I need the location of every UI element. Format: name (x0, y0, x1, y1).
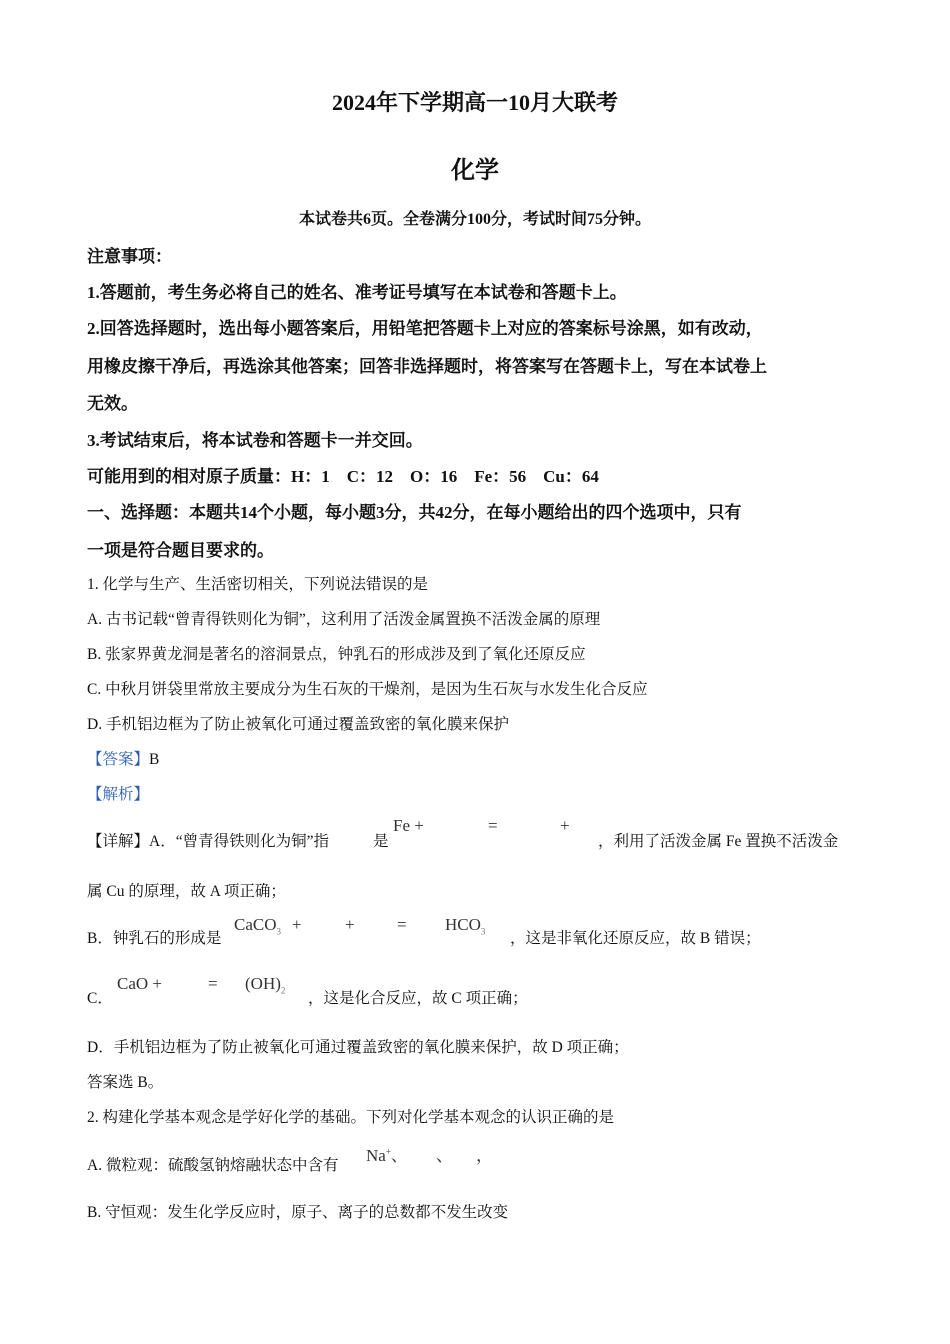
analysis-tag: 【解析】 (87, 786, 150, 803)
question-1-option-a: A. 古书记载“曾青得铁则化为铜”，这利用了活泼金属置换不活泼金属的原理 (87, 611, 601, 628)
formula-c-equals: = (208, 974, 218, 993)
formula-b-plus-1: + (292, 915, 302, 934)
formula-q2-sep: 、 (436, 1146, 453, 1165)
notes-item-2-line-1: 2.回答选择题时，选出每小题答案后，用铅笔把答题卡上对应的答案标号涂黑，如有改动， (87, 319, 763, 338)
formula-b-plus-2: + (345, 915, 355, 934)
page-title: 2024年下学期高一10月大联考 (331, 90, 618, 115)
notes-item-3: 3.考试结束后，将本试卷和答题卡一并交回。 (87, 431, 423, 450)
detail-a-prefix: 【详解】A．“曾青得铁则化为铜”指 (87, 833, 329, 850)
detail-b-prefix: B．钟乳石的形成是 (87, 930, 222, 947)
question-1-option-d: D. 手机铝边框为了防止被氧化可通过覆盖致密的氧化膜来保护 (87, 716, 509, 733)
question-2-option-b: B. 守恒观：发生化学反应时，原子、离子的总数都不发生改变 (87, 1204, 509, 1221)
formula-c-oh: $(OH)_2$ (245, 974, 286, 996)
detail-a-shi: 是 (373, 833, 389, 850)
formula-a-plus: + (560, 816, 570, 835)
section-1-line-1: 一、选择题：本题共14个小题，每小题3分，共42分，在每小题给出的四个选项中，只有 (87, 503, 742, 522)
answer-value: B (149, 751, 160, 768)
notes-item-2-line-2: 用橡皮擦干净后，再选涂其他答案；回答非选择题时，将答案写在答题卡上，写在本试卷上 (87, 357, 767, 376)
detail-d: D．手机铝边框为了防止被氧化可通过覆盖致密的氧化膜来保护，故 D 项正确； (87, 1039, 629, 1056)
formula-c-cao: CaO + (117, 974, 162, 993)
conclusion: 答案选 B。 (87, 1074, 164, 1091)
detail-a-line-2: 属 Cu 的原理，故 A 项正确； (87, 883, 286, 900)
section-1-line-2: 一项是符合题目要求的。 (87, 541, 274, 560)
question-1-stem: 1. 化学与生产、生活密切相关，下列说法错误的是 (87, 576, 429, 593)
answer-line (87, 747, 159, 769)
notes-heading: 注意事项： (87, 247, 172, 266)
atomic-masses: 可能用到的相对原子质量：H：1 C：12 O：16 Fe：56 Cu：64 (87, 467, 599, 486)
question-1-option-b: B. 张家界黄龙洞是著名的溶洞景点，钟乳石的形成涉及到了氧化还原反应 (87, 646, 586, 663)
formula-a-fe: Fe + (393, 816, 424, 835)
detail-b-suffix: ，这是非氧化还原反应，故 B 错误； (510, 930, 761, 947)
formula-q2-end: ， (476, 1146, 493, 1165)
notes-item-2-line-3: 无效。 (87, 394, 138, 413)
question-2-stem: 2. 构建化学基本观念是学好化学的基础。下列对化学基本观念的认识正确的是 (87, 1109, 615, 1126)
question-1-option-c: C. 中秋月饼袋里常放主要成分为生石灰的干燥剂，是因为生石灰与水发生化合反应 (87, 681, 648, 698)
detail-c-suffix: ，这是化合反应，故 C 项正确； (308, 990, 528, 1007)
question-2-option-a-prefix: A. 微粒观：硫酸氢钠熔融状态中含有 (87, 1157, 339, 1174)
formula-b-hco3: $HCO_3$ (445, 915, 486, 937)
detail-c-prefix: C． (87, 990, 113, 1007)
formula-q2-na: Na+、 (366, 1146, 408, 1165)
subject-title: 化学 (451, 158, 499, 184)
exam-info: 本试卷共6页。全卷满分100分，考试时间75分钟。 (298, 211, 651, 228)
notes-item-1: 1.答题前，考生务必将自己的姓名、准考证号填写在本试卷和答题卡上。 (87, 283, 627, 302)
formula-b-caco3: CaCO$_3$ (234, 915, 281, 937)
formula-b-equals: = (397, 915, 407, 934)
detail-a-suffix: ，利用了活泼金属 Fe 置换不活泼金 (598, 833, 839, 850)
answer-tag: 【答案】 (87, 751, 150, 768)
formula-a-equals: = (488, 816, 498, 835)
